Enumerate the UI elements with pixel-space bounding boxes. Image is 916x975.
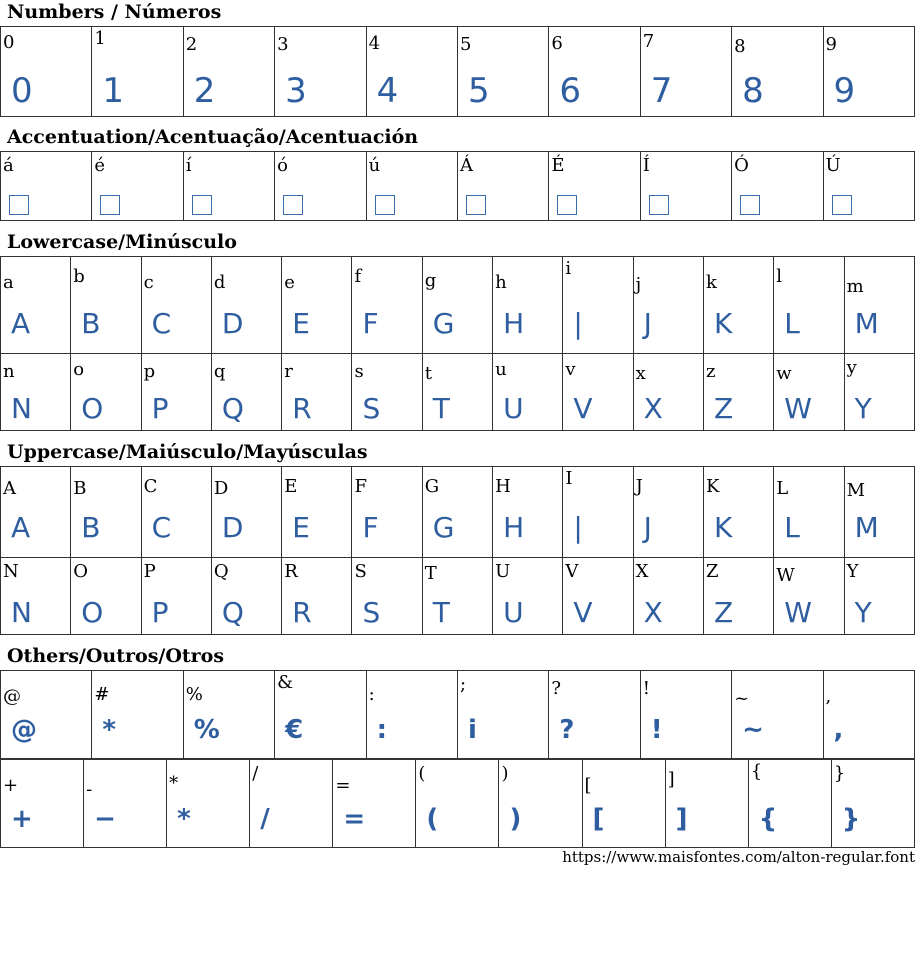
glyph-sample: | <box>573 307 583 340</box>
char-cell <box>1 27 92 117</box>
glyph-sample: L <box>784 511 800 544</box>
char-cell <box>563 557 633 634</box>
missing-glyph-box <box>557 195 577 215</box>
char-label: Á <box>459 155 473 176</box>
char-label: p <box>143 360 156 382</box>
char-label: M <box>846 480 865 501</box>
char-label: F <box>354 476 367 497</box>
char-label: Z <box>705 560 719 582</box>
others-row-1 <box>1 671 915 759</box>
char-cell <box>282 257 352 354</box>
char-label: u <box>495 358 507 380</box>
char-label: Í <box>642 155 650 176</box>
glyph-sample: 5 <box>467 71 490 111</box>
glyph-sample: ! <box>650 715 663 745</box>
char-label: C <box>143 476 158 497</box>
char-label: N <box>3 560 19 582</box>
glyph-sample: @ <box>11 715 37 745</box>
glyph-sample: = <box>343 804 366 834</box>
glyph-sample: { <box>758 804 778 834</box>
glyph-sample: Y <box>854 595 872 629</box>
glyph-sample: D <box>221 511 244 544</box>
glyph-sample: 0 <box>11 71 33 111</box>
char-cell <box>665 760 748 848</box>
char-cell <box>211 257 281 354</box>
char-label: X <box>635 560 649 582</box>
char-cell <box>282 353 352 430</box>
glyph-sample: W <box>784 595 812 629</box>
char-label: P <box>143 560 156 582</box>
char-label: 7 <box>642 31 655 52</box>
char-cell <box>493 557 563 634</box>
others-grid-row-1 <box>0 670 915 759</box>
glyph-sample: ? <box>559 715 575 745</box>
char-label: r <box>284 360 293 382</box>
glyph-sample: T <box>432 391 450 425</box>
glyph-sample: P <box>151 595 169 629</box>
char-cell <box>844 557 914 634</box>
char-label: g <box>424 270 437 291</box>
char-label: j <box>635 274 642 295</box>
glyph-sample: − <box>94 804 116 834</box>
glyph-sample: B <box>81 511 101 544</box>
char-label: y <box>846 356 857 378</box>
char-label: Ó <box>734 155 749 176</box>
char-label: - <box>86 779 93 800</box>
glyph-sample: L <box>784 307 800 340</box>
glyph-sample: V <box>573 391 593 425</box>
char-label: R <box>284 560 298 582</box>
source-url: https://www.maisfontes.com/alton-regular.font <box>562 848 915 866</box>
char-cell <box>703 257 773 354</box>
char-label: Y <box>846 560 859 582</box>
char-label: J <box>635 476 643 497</box>
missing-glyph-box <box>832 195 852 215</box>
glyph-sample: : <box>376 715 387 745</box>
char-label: { <box>750 761 763 782</box>
char-label: h <box>495 272 507 293</box>
char-cell <box>92 152 183 221</box>
char-cell <box>352 353 422 430</box>
char-label: t <box>424 362 433 384</box>
char-label: : <box>368 684 375 705</box>
char-cell <box>732 27 823 117</box>
char-label: q <box>213 360 226 382</box>
char-label: G <box>424 476 440 497</box>
glyph-sample: M <box>854 307 879 340</box>
char-cell <box>71 467 141 558</box>
glyph-sample: U <box>503 391 524 425</box>
char-cell <box>563 257 633 354</box>
char-cell <box>422 557 492 634</box>
char-cell <box>333 760 416 848</box>
char-label: a <box>3 272 14 293</box>
section-title-others: Others/Outros/Otros <box>7 645 225 667</box>
lowercase-grid <box>0 256 915 431</box>
char-cell <box>549 152 640 221</box>
char-cell <box>352 557 422 634</box>
uppercase-row-2 <box>1 557 915 634</box>
uppercase-row-1 <box>1 467 915 558</box>
char-label: H <box>495 476 511 497</box>
char-label: ] <box>667 769 675 790</box>
missing-glyph-box <box>466 195 486 215</box>
char-cell <box>457 27 548 117</box>
section-title-lowercase: Lowercase/Minúsculo <box>7 231 237 253</box>
char-label: 8 <box>734 36 746 57</box>
char-label: U <box>495 560 511 582</box>
char-cell <box>352 257 422 354</box>
char-label: e <box>284 272 295 293</box>
glyph-sample: C <box>151 511 172 544</box>
char-label: 5 <box>459 34 472 55</box>
glyph-sample: ) <box>509 804 522 834</box>
char-label: = <box>335 775 351 796</box>
char-label: V <box>565 560 579 582</box>
char-label: ( <box>418 763 426 784</box>
glyph-sample: 3 <box>285 71 307 111</box>
char-label: k <box>705 272 717 293</box>
char-cell <box>250 760 333 848</box>
glyph-sample: Z <box>713 391 734 425</box>
char-label: í <box>185 155 192 176</box>
glyph-sample: W <box>784 391 812 425</box>
char-cell <box>703 557 773 634</box>
char-label: D <box>213 478 229 499</box>
char-label: I <box>565 468 573 489</box>
others-row-2 <box>1 760 915 848</box>
glyph-sample: € <box>285 715 304 745</box>
glyph-sample: E <box>292 307 310 340</box>
glyph-sample: C <box>151 307 172 340</box>
char-cell <box>1 760 84 848</box>
char-label: L <box>776 478 789 499</box>
char-label: K <box>705 476 720 497</box>
char-cell <box>844 257 914 354</box>
char-cell <box>422 257 492 354</box>
glyph-sample: U <box>503 595 524 629</box>
char-cell <box>499 760 582 848</box>
missing-glyph-box <box>100 195 120 215</box>
char-cell <box>275 152 366 221</box>
char-cell <box>141 257 211 354</box>
char-cell <box>563 467 633 558</box>
missing-glyph-box <box>283 195 303 215</box>
char-cell <box>141 467 211 558</box>
glyph-sample: O <box>81 391 104 425</box>
char-label: @ <box>3 686 21 707</box>
char-label: f <box>354 266 362 287</box>
glyph-sample: 4 <box>376 71 399 111</box>
char-cell <box>823 27 914 117</box>
char-cell <box>211 557 281 634</box>
char-label: O <box>73 560 89 582</box>
char-label: b <box>73 266 85 287</box>
char-label: 4 <box>368 33 381 54</box>
glyph-sample: Q <box>221 595 244 629</box>
char-cell <box>732 152 823 221</box>
char-cell <box>774 467 844 558</box>
char-label: x <box>635 362 646 384</box>
glyph-sample: K <box>713 511 733 544</box>
char-cell <box>823 671 914 759</box>
char-label: / <box>252 763 259 784</box>
char-cell <box>1 257 71 354</box>
char-cell <box>457 152 548 221</box>
glyph-sample: A <box>11 307 31 340</box>
glyph-sample: J <box>643 307 652 340</box>
char-label: , <box>825 686 832 707</box>
glyph-sample: H <box>503 307 525 340</box>
char-cell <box>92 671 183 759</box>
glyph-sample: M <box>854 511 879 544</box>
char-cell <box>582 760 665 848</box>
char-label: i <box>565 258 572 279</box>
glyph-sample: [ <box>592 804 605 834</box>
char-cell <box>493 257 563 354</box>
glyph-sample: N <box>11 391 32 425</box>
glyph-sample: % <box>193 715 220 745</box>
section-title-uppercase: Uppercase/Maiúsculo/Mayúsculas <box>7 441 368 463</box>
glyph-sample: 8 <box>742 71 764 111</box>
glyph-sample: B <box>81 307 101 340</box>
char-label: ? <box>551 678 561 699</box>
glyph-sample: , <box>833 715 844 745</box>
char-cell <box>640 671 731 759</box>
char-cell <box>92 27 183 117</box>
char-cell <box>211 353 281 430</box>
glyph-sample: K <box>713 307 733 340</box>
char-label: s <box>354 360 364 382</box>
glyph-sample: R <box>292 391 312 425</box>
missing-glyph-box <box>192 195 212 215</box>
glyph-sample: 2 <box>193 71 216 111</box>
char-cell <box>1 671 92 759</box>
char-label: Q <box>213 560 229 582</box>
char-label: 1 <box>94 28 106 49</box>
missing-glyph-box <box>9 195 29 215</box>
char-cell <box>1 467 71 558</box>
char-cell <box>282 467 352 558</box>
char-label: 9 <box>825 34 837 55</box>
others-grid-row-2 <box>0 759 915 848</box>
char-cell <box>563 353 633 430</box>
glyph-sample: R <box>292 595 312 629</box>
glyph-sample: } <box>841 804 861 834</box>
char-label: A <box>3 478 16 499</box>
char-cell <box>282 557 352 634</box>
glyph-sample: | <box>573 511 583 544</box>
char-label: ; <box>459 674 467 695</box>
char-cell <box>183 152 274 221</box>
char-cell <box>167 760 250 848</box>
glyph-sample: S <box>362 391 381 425</box>
char-label: d <box>213 272 226 293</box>
char-cell <box>71 257 141 354</box>
glyph-sample: D <box>221 307 244 340</box>
char-cell <box>633 467 703 558</box>
lowercase-row-2 <box>1 353 915 430</box>
char-cell <box>844 467 914 558</box>
uppercase-grid <box>0 466 915 635</box>
char-cell <box>457 671 548 759</box>
glyph-sample: N <box>11 595 32 629</box>
accents-grid <box>0 151 915 221</box>
char-cell <box>831 760 914 848</box>
glyph-sample: ( <box>426 804 439 834</box>
char-label: S <box>354 560 367 582</box>
char-label: z <box>705 360 716 382</box>
char-label: m <box>846 276 864 297</box>
char-cell <box>774 257 844 354</box>
char-label: ú <box>368 155 381 176</box>
char-label: % <box>185 684 203 705</box>
char-cell <box>703 467 773 558</box>
glyph-sample: G <box>432 307 455 340</box>
lowercase-row-1 <box>1 257 915 354</box>
char-cell <box>493 353 563 430</box>
char-label: } <box>833 763 846 784</box>
missing-glyph-box <box>375 195 395 215</box>
char-cell <box>211 467 281 558</box>
char-cell <box>275 27 366 117</box>
char-cell <box>549 671 640 759</box>
glyph-sample: * <box>177 804 191 834</box>
char-cell <box>774 353 844 430</box>
char-cell <box>633 257 703 354</box>
glyph-sample: S <box>362 595 381 629</box>
char-cell <box>141 557 211 634</box>
char-label: 0 <box>3 32 15 53</box>
char-cell <box>493 467 563 558</box>
glyph-sample: i <box>467 715 477 745</box>
glyph-sample: J <box>643 511 652 544</box>
char-cell <box>183 671 274 759</box>
char-label: c <box>143 272 154 293</box>
char-cell <box>633 353 703 430</box>
char-label: l <box>776 266 783 287</box>
glyph-sample: E <box>292 511 310 544</box>
char-cell <box>422 467 492 558</box>
char-label: [ <box>584 775 592 796</box>
missing-glyph-box <box>740 195 760 215</box>
char-cell <box>633 557 703 634</box>
char-cell <box>732 671 823 759</box>
char-cell <box>640 152 731 221</box>
section-title-numbers: Numbers / Números <box>7 1 222 23</box>
char-cell <box>844 353 914 430</box>
glyph-sample: + <box>11 804 33 834</box>
char-cell <box>183 27 274 117</box>
char-cell <box>366 671 457 759</box>
glyph-sample: F <box>362 307 379 340</box>
char-cell <box>1 152 92 221</box>
glyph-sample: H <box>503 511 525 544</box>
char-cell <box>549 27 640 117</box>
char-cell <box>71 557 141 634</box>
char-cell <box>774 557 844 634</box>
char-label: 6 <box>551 33 563 54</box>
char-label: ó <box>277 155 289 176</box>
glyph-sample: Q <box>221 391 244 425</box>
char-label: ~ <box>734 688 750 709</box>
char-label: 2 <box>185 34 198 55</box>
char-label: E <box>284 476 298 497</box>
glyph-sample: 7 <box>650 71 673 111</box>
char-label: ) <box>501 763 509 784</box>
char-cell <box>640 27 731 117</box>
glyph-sample: 9 <box>833 71 856 111</box>
char-cell <box>748 760 831 848</box>
char-cell <box>71 353 141 430</box>
char-label: á <box>3 155 14 176</box>
char-cell <box>823 152 914 221</box>
char-cell <box>703 353 773 430</box>
glyph-sample: O <box>81 595 104 629</box>
glyph-sample: 1 <box>102 71 125 111</box>
glyph-sample: G <box>432 511 455 544</box>
glyph-sample: A <box>11 511 31 544</box>
section-title-accents: Accentuation/Acentuação/Acentuación <box>7 126 419 148</box>
char-label: o <box>73 358 85 380</box>
char-cell <box>352 467 422 558</box>
char-label: n <box>3 360 15 382</box>
char-label: * <box>169 773 179 794</box>
char-label: T <box>424 562 437 584</box>
numbers-grid <box>0 26 915 117</box>
glyph-sample: ] <box>675 804 688 834</box>
char-label: é <box>94 155 106 176</box>
char-label: + <box>3 775 19 796</box>
char-cell <box>1 353 71 430</box>
glyph-sample: * <box>102 715 116 745</box>
char-label: Ú <box>825 155 841 176</box>
char-label: B <box>73 478 87 499</box>
char-cell <box>366 152 457 221</box>
glyph-sample: V <box>573 595 593 629</box>
char-cell <box>141 353 211 430</box>
glyph-sample: 6 <box>559 71 581 111</box>
char-label: w <box>776 362 792 384</box>
char-cell <box>84 760 167 848</box>
glyph-sample: F <box>362 511 379 544</box>
char-cell <box>1 557 71 634</box>
missing-glyph-box <box>649 195 669 215</box>
char-label: 3 <box>277 34 289 55</box>
glyph-sample: Z <box>713 595 734 629</box>
char-label: ! <box>642 678 650 699</box>
char-cell <box>275 671 366 759</box>
glyph-sample: / <box>260 804 270 834</box>
glyph-sample: ~ <box>742 715 764 745</box>
char-cell <box>422 353 492 430</box>
char-label: W <box>776 564 795 586</box>
glyph-sample: X <box>643 391 663 425</box>
char-cell <box>416 760 499 848</box>
glyph-sample: P <box>151 391 169 425</box>
char-label: & <box>277 672 294 693</box>
glyph-sample: X <box>643 595 663 629</box>
char-label: v <box>565 358 576 380</box>
glyph-sample: T <box>432 595 450 629</box>
glyph-sample: Y <box>854 391 872 425</box>
char-label: É <box>551 155 565 176</box>
char-cell <box>366 27 457 117</box>
char-label: # <box>94 684 110 705</box>
